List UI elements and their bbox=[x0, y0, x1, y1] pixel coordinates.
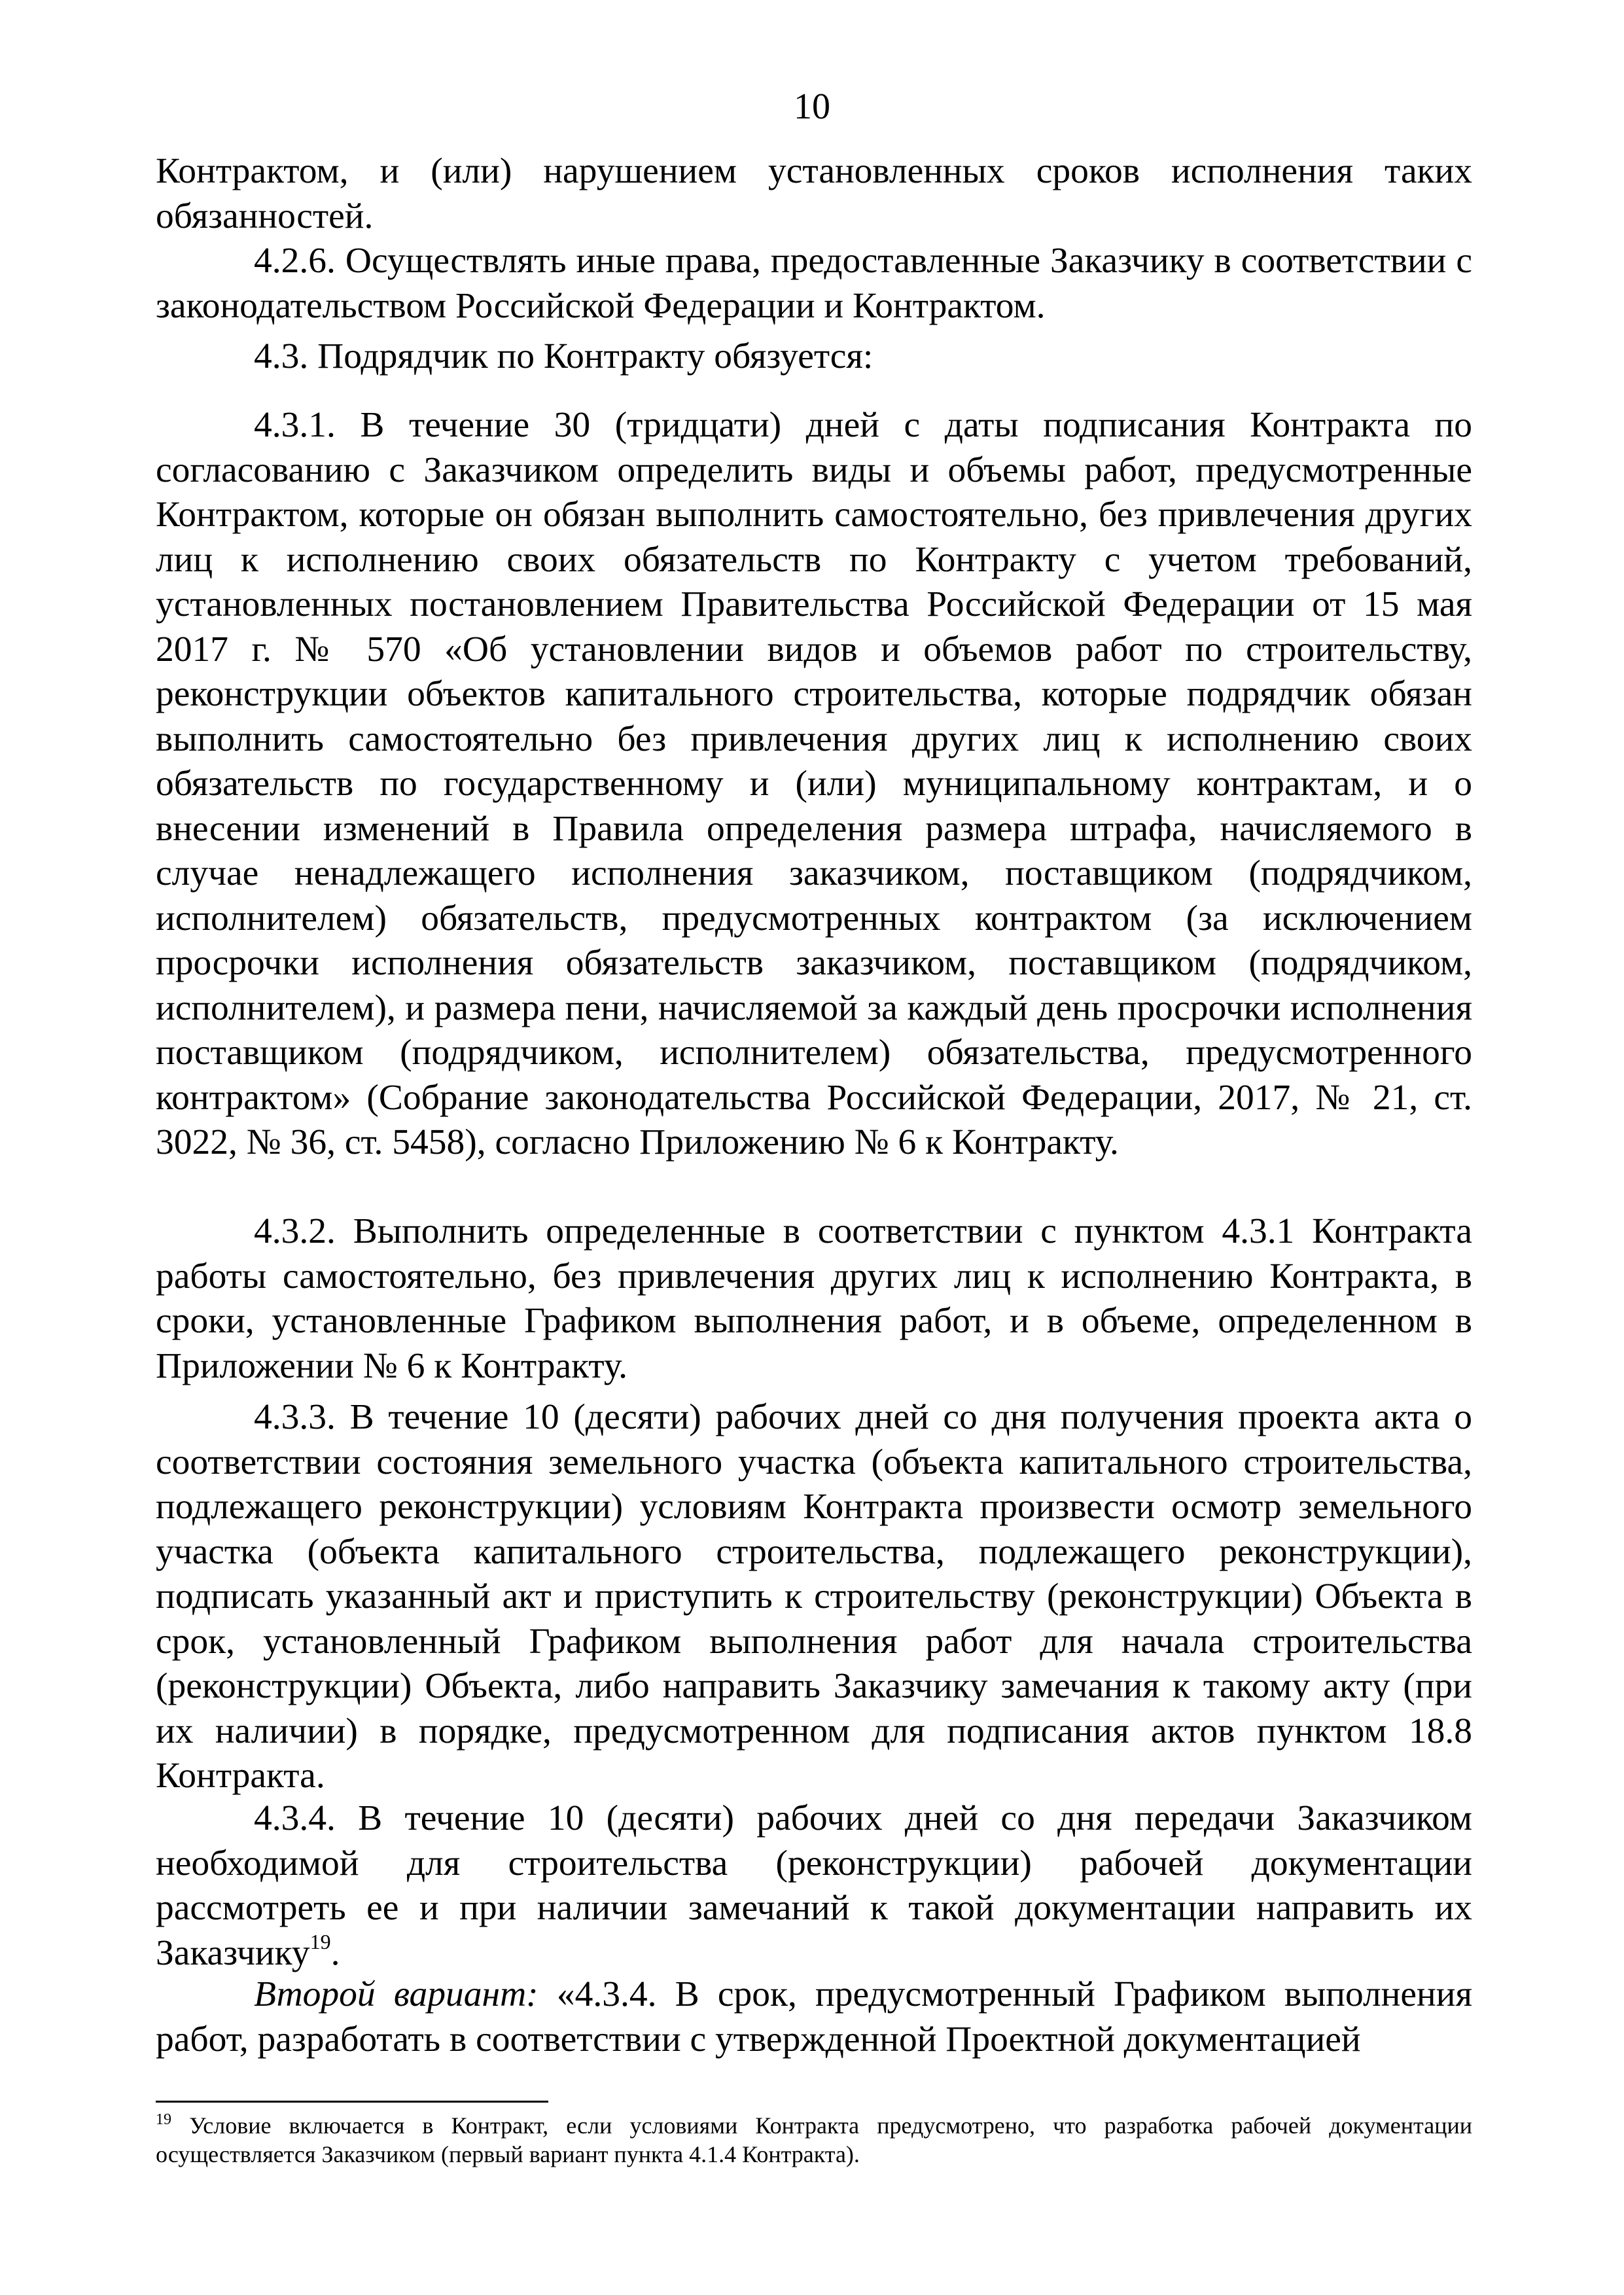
footnote-separator bbox=[156, 2101, 548, 2103]
page-number: 10 bbox=[794, 86, 830, 127]
footnote bbox=[156, 2111, 1472, 2169]
paragraph-continuation: Контрактом, и (или) нарушением установленных сроков исполнения таких обязанностей. bbox=[156, 151, 1472, 236]
second-variant-text: «4.3.4. В срок, предусмотренный Графиком выполнения работ, разработать в соответствии с утвержденной Проектной документацией bbox=[156, 1974, 1472, 2059]
paragraph-second-variant bbox=[156, 1972, 1472, 2062]
footnote-number: 19 bbox=[156, 2111, 171, 2128]
paragraph-4-3-4 bbox=[156, 1796, 1472, 1976]
paragraph-4-3-3: 4.3.3. В течение 10 (десяти) рабочих дней со дня получения проекта акта о соответствии состояния земельного участка (объекта капитального строительства, подлежащего реконструкции) условиям Контракта произвести осмотр земельного участка (объекта капитального строительства, подлежащего реконструкции), подписать указанный акт и приступить к строительству (реконструкции) Объекта в срок, установленный Графиком выполнения работ для начала строительства (реконструкции) Объекта, либо направить Заказчику замечания к такому акту (при их наличии) в порядке, предусмотренном для подписания актов пунктом 18.8 Контракта. bbox=[156, 1397, 1472, 1796]
paragraph-4-3-1: 4.3.1. В течение 30 (тридцати) дней с даты подписания Контракта по согласованию с Заказчиком определить виды и объемы работ, предусмотренные Контрактом, которые он обязан выполнить самостоятельно, без привлечения других лиц к исполнению своих обязательств по Контракту с учетом требований, установленных постановлением Правительства Российской Федерации от 15 мая 2017 г. № 570 «Об установлении видов и объемов работ по строительству, реконструкции объектов капитального строительства, которые подрядчик обязан выполнить самостоятельно без привлечения других лиц к исполнению своих обязательств по государственному и (или) муниципальному контрактам, и о внесении изменений в Правила определения размера штрафа, начисляемого в случае ненадлежащего исполнения заказчиком, поставщиком (подрядчиком, исполнителем) обязательств, предусмотренных контрактом (за исключением просрочки исполнения обязательств заказчиком, поставщиком (подрядчиком, исполнителем), и размера пени, начисляемой за каждый день просрочки исполнения поставщиком (подрядчиком, исполнителем) обязательства, предусмотренного контрактом» (Собрание законодательства Российской Федерации, 2017, № 21, ст. 3022, № 36, ст. 5458), согласно Приложению № 6 к Контракту. bbox=[156, 405, 1472, 1162]
footnote-reference: 19 bbox=[309, 1929, 331, 1953]
paragraph-4-2-6: 4.2.6. Осуществлять иные права, предоставленные Заказчику в соответствии с законодательством Российской Федерации и Контрактом. bbox=[156, 241, 1472, 326]
paragraph-4-3: 4.3. Подрядчик по Контракту обязуется: bbox=[254, 336, 874, 376]
paragraph-4-3-4-text: 4.3.4. В течение 10 (десяти) рабочих дней со дня передачи Заказчиком необходимой для строительства (реконструкции) рабочей документации рассмотреть ее и при наличии замечаний к такой документации направить их Заказчику bbox=[156, 1798, 1472, 1973]
second-variant-label: Второй вариант: bbox=[254, 1974, 538, 2014]
paragraph-4-3-4-end: . bbox=[330, 1932, 340, 1973]
footnote-text: Условие включается в Контракт, если условиями Контракта предусмотрено, что разработка рабочей документации осуществляется Заказчиком (первый вариант пункта 4.1.4 Контракта). bbox=[156, 2112, 1472, 2167]
paragraph-4-3-2: 4.3.2. Выполнить определенные в соответствии с пунктом 4.3.1 Контракта работы самостоятельно, без привлечения других лиц к исполнению Контракта, в сроки, установленные Графиком выполнения работ, и в объеме, определенном в Приложении № 6 к Контракту. bbox=[156, 1211, 1472, 1386]
